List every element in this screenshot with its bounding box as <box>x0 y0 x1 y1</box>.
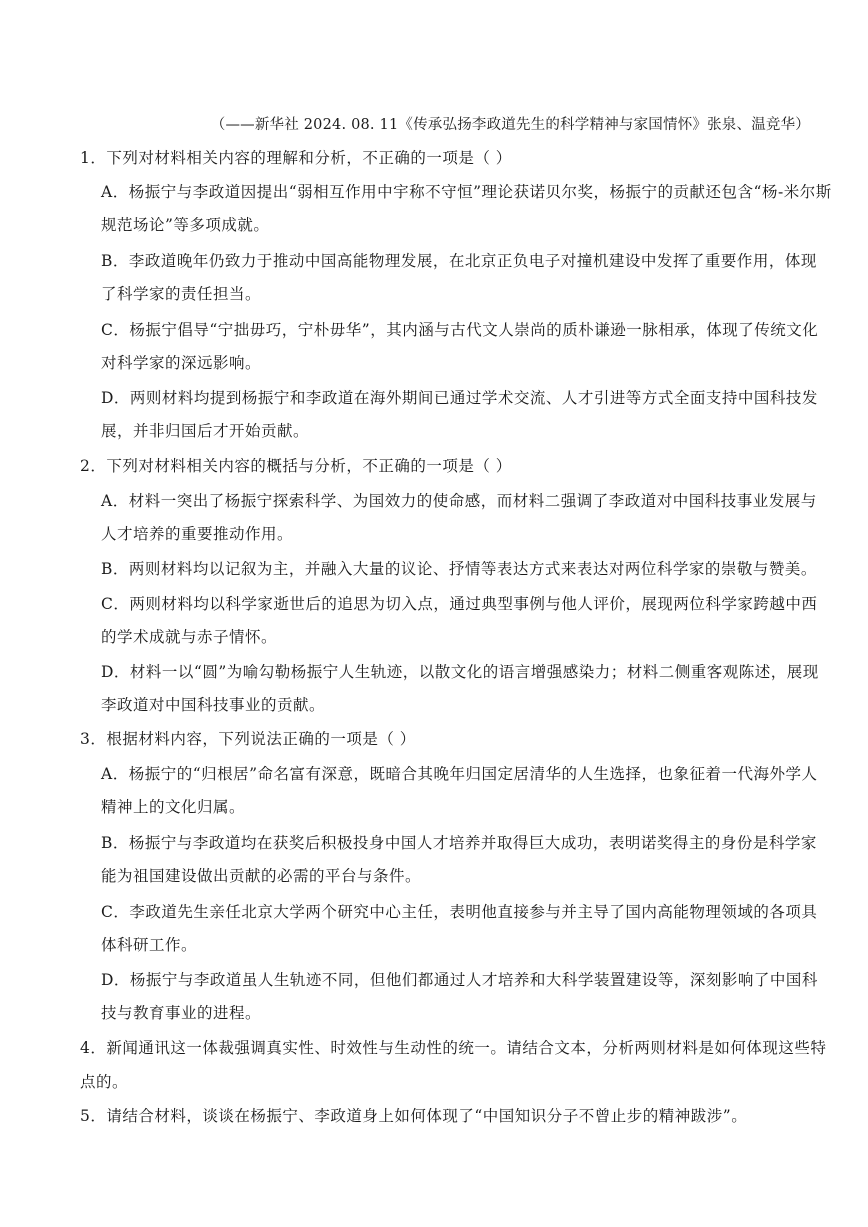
question-1-stem: 1．下列对材料相关内容的理解和分析，不正确的一项是（ ） <box>80 149 512 167</box>
question-4-stem: 4．新闻通讯这一体裁强调真实性、时效性与生动性的统一。请结合文本，分析两则材料是如何体现这些特 <box>80 1039 827 1057</box>
question-5-stem: 5．请结合材料，谈谈在杨振宁、李政道身上如何体现了“中国知识分子不曾止步的精神跋涉”。 <box>80 1107 748 1125</box>
question-1-option-a-line-2: 规范场论”等多项成就。 <box>101 216 270 234</box>
question-1-option-b-line-2: 了科学家的责任担当。 <box>101 285 262 303</box>
question-3-option-a-line-2: 精神上的文化归属。 <box>101 798 246 816</box>
question-3-option-b-line-2: 能为祖国建设做出贡献的必需的平台与条件。 <box>101 867 422 885</box>
question-3-option-a-line-1: A．杨振宁的“归根居”命名富有深意，既暗合其晚年归国定居清华的人生选择，也象征着一代海外学人 <box>101 765 818 783</box>
question-3-option-d-line-1: D．杨振宁与李政道虽人生轨迹不同，但他们都通过人才培养和大科学装置建设等，深刻影响了中国科 <box>101 971 818 989</box>
question-1-option-b-line-1: B．李政道晚年仍致力于推动中国高能物理发展，在北京正负电子对撞机建设中发挥了重要作用，体现 <box>101 252 817 270</box>
question-2-stem: 2．下列对材料相关内容的概括与分析，不正确的一项是（ ） <box>80 457 512 475</box>
question-1-option-d-line-2: 展，并非归国后才开始贡献。 <box>101 422 310 440</box>
question-1-option-c-line-2: 对科学家的深远影响。 <box>101 354 262 372</box>
question-1-option-c-line-1: C．杨振宁倡导“宁拙毋巧，宁朴毋华”，其内涵与古代文人崇尚的质朴谦逊一脉相承，体现了传统文化 <box>101 321 819 339</box>
question-3-option-b-line-1: B．杨振宁与李政道均在获奖后积极投身中国人才培养并取得巨大成功，表明诺奖得主的身份是科学家 <box>101 834 817 852</box>
question-1-option-a-line-1: A．杨振宁与李政道因提出“弱相互作用中宇称不守恒”理论获诺贝尔奖，杨振宁的贡献还包含“杨-米尔斯 <box>101 183 832 201</box>
question-2-option-b-line-1: B．两则材料均以记叙为主，并融入大量的议论、抒情等表达方式来表达对两位科学家的崇敬与赞美。 <box>101 560 817 578</box>
question-2-option-c-line-1: C．两则材料均以科学家逝世后的追思为切入点，通过典型事例与他人评价，展现两位科学家跨越中西 <box>101 595 818 613</box>
question-3-option-c-line-1: C．李政道先生亲任北京大学两个研究中心主任，表明他直接参与并主导了国内高能物理领域的各项具 <box>101 903 818 921</box>
source-citation: （——新华社 2024. 08. 11《传承弘扬李政道先生的科学精神与家国情怀》张泉、温竞华） <box>210 117 810 133</box>
question-1-option-d-line-1: D．两则材料均提到杨振宁和李政道在海外期间已通过学术交流、人才引进等方式全面支持中国科技发 <box>101 389 818 407</box>
question-2-option-a-line-1: A．材料一突出了杨振宁探索科学、为国效力的使命感，而材料二强调了李政道对中国科技事业发展与 <box>101 492 817 510</box>
question-2-option-a-line-2: 人才培养的重要推动作用。 <box>101 525 294 543</box>
question-3-stem: 3．根据材料内容，下列说法正确的一项是（ ） <box>80 730 416 748</box>
question-3-option-c-line-2: 体科研工作。 <box>101 936 198 954</box>
question-2-option-d-line-1: D．材料一以“圆”为喻勾勒杨振宁人生轨迹，以散文化的语言增强感染力；材料二侧重客观陈述，展现 <box>101 663 819 681</box>
question-3-option-d-line-2: 技与教育事业的进程。 <box>101 1004 262 1022</box>
question-2-option-c-line-2: 的学术成就与赤子情怀。 <box>101 628 278 646</box>
question-2-option-d-line-2: 李政道对中国科技事业的贡献。 <box>101 696 326 714</box>
question-4-stem-continuation: 点的。 <box>80 1073 129 1091</box>
